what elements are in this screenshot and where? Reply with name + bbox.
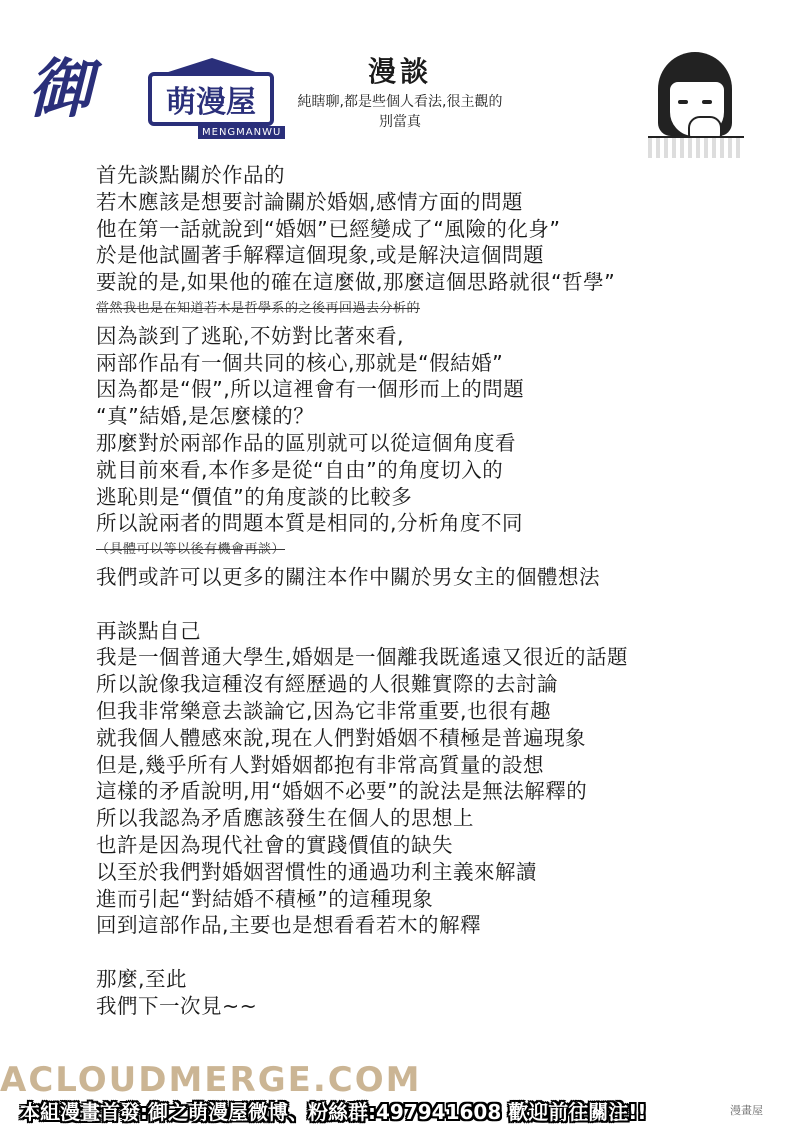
- essay-line: 進而引起“對結婚不積極”的這種現象: [96, 886, 434, 911]
- corner-watermark: 漫畫屋: [730, 1104, 763, 1117]
- logo-mark: 御: [28, 52, 88, 127]
- essay-line: [96, 939, 736, 966]
- essay-line: 所以我認為矛盾應該發生在個人的思想上: [96, 806, 474, 831]
- subtitle-line: 別當真: [379, 114, 421, 130]
- essay-line: 那麼,至此: [96, 966, 188, 991]
- essay-line: 他在第一話就說到“婚姻”已經變成了“風險的化身”: [96, 216, 561, 241]
- essay-line: 於是他試圖著手解釋這個現象,或是解決這個問題: [96, 243, 545, 268]
- essay-line: 這樣的矛盾說明,用“婚姻不必要”的說法是無法解釋的: [96, 779, 588, 804]
- essay-line: 以至於我們對婚姻習慣性的通過功利主義來解讀: [96, 859, 537, 884]
- essay-line: 再談點自己: [96, 618, 201, 643]
- essay-line: 因為談到了逃恥,不妨對比著來看,: [96, 323, 405, 348]
- group-logo: [28, 30, 282, 180]
- essay-line: 那麼對於兩部作品的區別就可以從這個角度看: [96, 430, 516, 455]
- essay-line: 首先談點關於作品的: [96, 163, 285, 187]
- logo-house: 萌漫屋: [148, 72, 274, 126]
- essay-line: 要說的是,如果他的確在這麼做,那麼這個思路就很“哲學”: [96, 270, 616, 295]
- essay-body: [96, 162, 736, 1020]
- essay-line: 所以說像我這種沒有經歷過的人很難實際的去討論: [96, 672, 558, 697]
- avatar-sweater: [648, 136, 744, 158]
- essay-line: 若木應該是想要討論關於婚姻,感情方面的問題: [96, 189, 524, 214]
- logo-english: MENGMANWU: [198, 126, 285, 139]
- avatar-eye: [678, 100, 688, 104]
- essay-line: 但是,幾乎所有人對婚姻都抱有非常高質量的設想: [96, 752, 545, 777]
- site-watermark: ACLOUDMERGE.COM: [0, 1060, 422, 1100]
- page-subtitle: [268, 92, 532, 132]
- essay-line: 我們或許可以更多的關注本作中關於男女主的個體想法: [96, 564, 600, 589]
- page-title: 漫談: [367, 55, 432, 88]
- essay-line: 兩部作品有一個共同的核心,那就是“假結婚”: [96, 350, 504, 375]
- strikethrough-note: 當然我也是在知道若木是哲學系的之後再回過去分析的: [96, 300, 421, 316]
- essay-line: 就我個人體感來說,現在人們對婚姻不積極是普遍現象: [96, 725, 587, 750]
- essay-line: 我是一個普通大學生,婚姻是一個離我既遙遠又很近的話題: [96, 645, 629, 670]
- subtitle-line: 純瞎聊,都是些個人看法,很主觀的: [297, 94, 503, 110]
- essay-line: 但我非常樂意去談論它,因為它非常重要,也很有趣: [96, 698, 552, 723]
- avatar-eye: [702, 100, 712, 104]
- essay-line: 回到這部作品,主要也是想看看若木的解釋: [96, 913, 482, 938]
- essay-line: 就目前來看,本作多是從“自由”的角度切入的: [96, 457, 504, 482]
- essay-line: 我們下一次見~~: [96, 993, 258, 1018]
- essay-line: 逃恥則是“價值”的角度談的比較多: [96, 484, 413, 509]
- strikethrough-note: （具體可以等以後有機會再談）: [96, 542, 286, 558]
- essay-line: [96, 591, 736, 618]
- author-avatar-illustration: [640, 40, 750, 158]
- footer-notice: 本組漫畫首發:御之萌漫屋微博、粉絲群:497941608 歡迎前往關注!!: [20, 1100, 647, 1124]
- essay-line: “真”結婚,是怎麼樣的？: [96, 404, 315, 429]
- essay-line: 也許是因為現代社會的實踐價值的缺失: [96, 832, 453, 857]
- essay-line: 因為都是“假”,所以這裡會有一個形而上的問題: [96, 377, 525, 402]
- essay-line: 所以說兩者的問題本質是相同的,分析角度不同: [96, 511, 524, 536]
